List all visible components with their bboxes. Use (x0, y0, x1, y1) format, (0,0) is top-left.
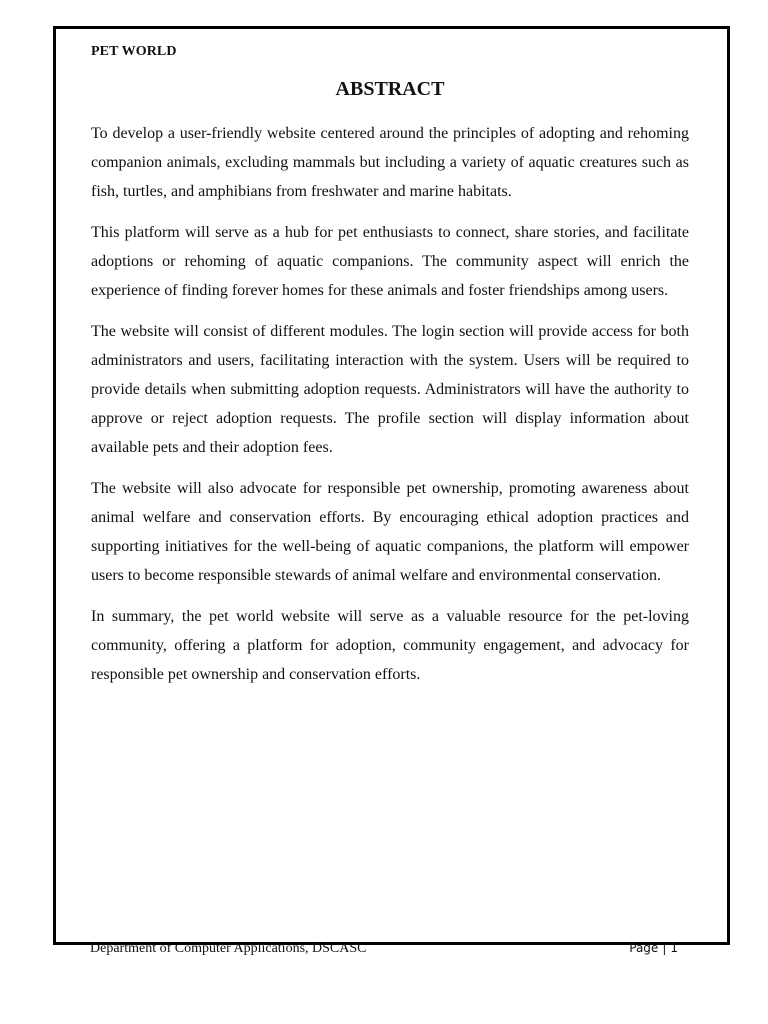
footer-page-indicator (629, 941, 678, 955)
abstract-body (91, 119, 689, 701)
running-header: PET WORLD (91, 44, 177, 59)
page-label: Page (629, 941, 659, 955)
footer-department: Department of Computer Applications, DSCASC (90, 941, 367, 956)
page-number: 1 (670, 941, 678, 955)
paragraph: To develop a user-friendly website centered around the principles of adopting and rehoming companion animals, excluding mammals but including a variety of aquatic creatures such as fish, turtles, and amphibians from freshwater and marine habitats. (91, 125, 689, 200)
paragraph: This platform will serve as a hub for pet enthusiasts to connect, share stories, and facilitate adoptions or rehoming of aquatic companions. The community aspect will enrich the experience of finding forever homes for these animals and foster friendships among users. (91, 224, 689, 299)
paragraph: In summary, the pet world website will serve as a valuable resource for the pet-loving community, offering a platform for adoption, community engagement, and advocacy for responsible pet ownership and conservation efforts. (91, 608, 689, 683)
paragraph: The website will consist of different modules. The login section will provide access for both administrators and users, facilitating interaction with the system. Users will be required to provide details when submitting adoption requests. Administrators will have the authority to approve or reject adoption requests. The profile section will display information about available pets and their adoption fees. (91, 323, 689, 456)
page-separator: | (662, 941, 667, 955)
section-title: ABSTRACT (335, 78, 445, 100)
paragraph: The website will also advocate for responsible pet ownership, promoting awareness about animal welfare and conservation efforts. By encouraging ethical adoption practices and supporting initiatives for the well-being of aquatic companions, the platform will empower users to become responsible stewards of animal welfare and environmental conservation. (91, 480, 689, 584)
